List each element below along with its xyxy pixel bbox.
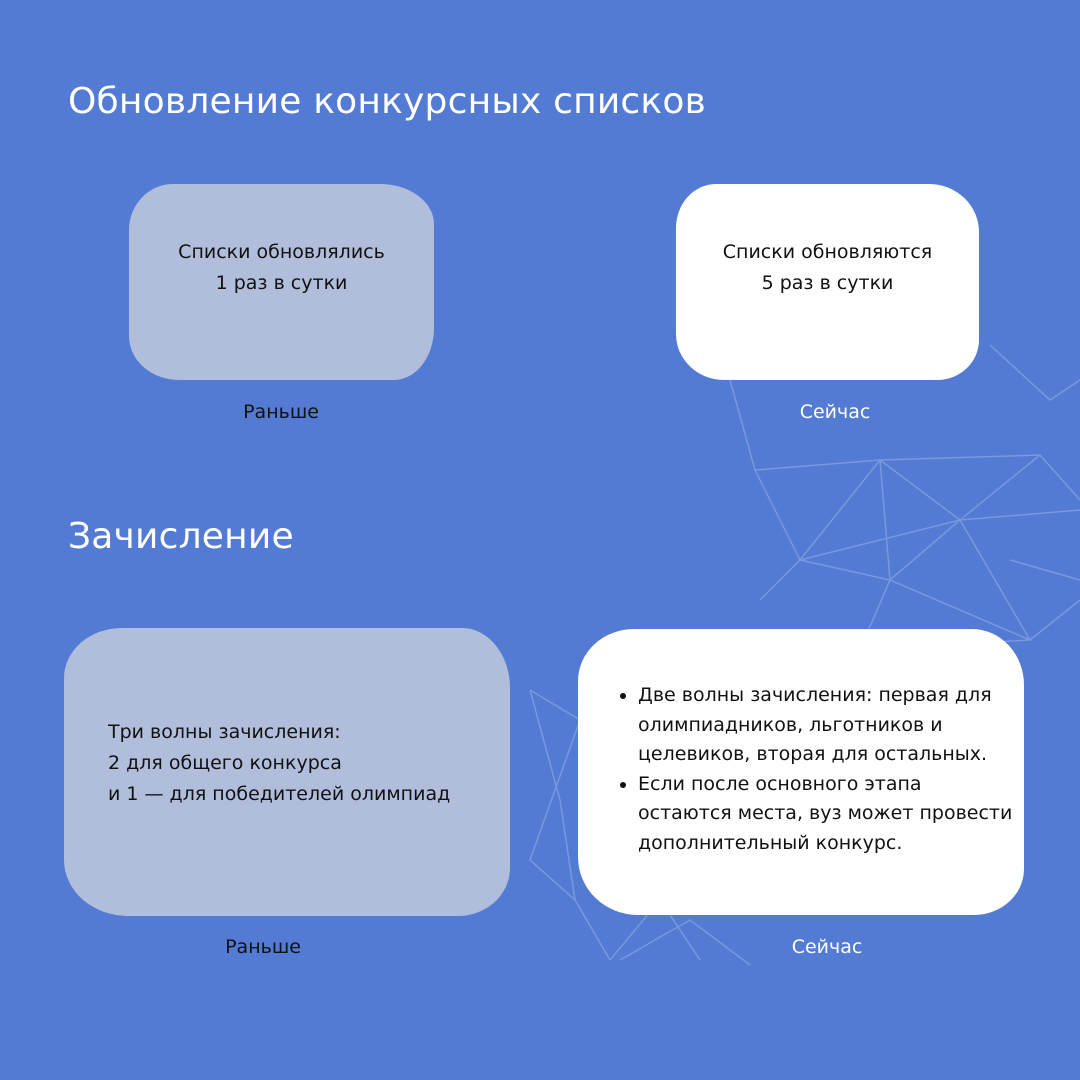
lists-before-card xyxy=(129,184,434,380)
enrollment-before-card xyxy=(64,628,510,916)
bullet-item xyxy=(618,770,1012,859)
section-title-enrollment: Зачисление xyxy=(68,516,294,557)
lists-before-caption: Раньше xyxy=(243,401,319,423)
bullet-line: Две волны зачисления: первая для xyxy=(638,684,992,706)
lists-now-caption: Сейчас xyxy=(799,401,871,423)
enrollment-now-card xyxy=(578,629,1024,915)
enrollment-before-caption: Раньше xyxy=(225,936,301,958)
enrollment-before-line: и 1 — для победителей олимпиад xyxy=(108,782,451,805)
enrollment-now-bullet-list xyxy=(618,681,1012,858)
lists-now-line: Списки обновляются xyxy=(722,241,933,263)
lists-now-text xyxy=(723,237,932,299)
bullet-line: дополнительный конкурс. xyxy=(638,831,903,854)
lists-before-line: 1 раз в сутки xyxy=(215,272,348,294)
bullet-line: целевиков, вторая для остальных. xyxy=(638,743,988,765)
lists-before-line: Списки обновлялись xyxy=(178,241,385,263)
enrollment-before-line: Три волны зачисления: xyxy=(108,720,341,743)
bullet-line: Если после основного этапа xyxy=(638,772,922,795)
lists-before-text xyxy=(178,237,385,299)
enrollment-now-caption: Сейчас xyxy=(791,936,863,958)
bullet-line: олимпиадников, льготников и xyxy=(638,713,943,736)
lists-now-card xyxy=(676,184,979,380)
bullet-line: остаются места, вуз может провести xyxy=(638,802,1013,824)
bullet-dot-icon xyxy=(620,782,626,788)
bullet-dot-icon xyxy=(620,693,626,699)
lists-now-line: 5 раз в сутки xyxy=(761,272,894,294)
enrollment-before-line: 2 для общего конкурса xyxy=(108,751,342,774)
bullet-item xyxy=(618,681,1012,770)
enrollment-before-text xyxy=(108,717,450,810)
section-title-lists: Обновление конкурсных списков xyxy=(68,81,707,122)
